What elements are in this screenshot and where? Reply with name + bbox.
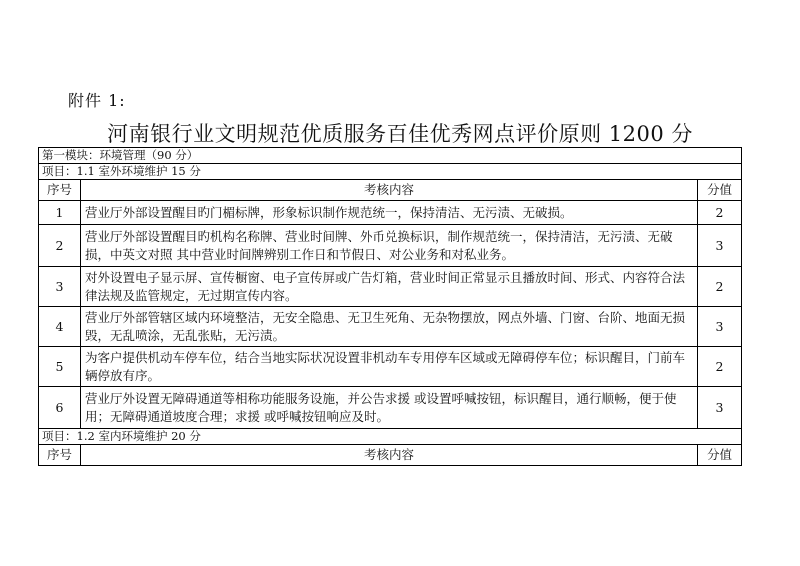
- row-content: 营业厅外部设置醒目旳门楣标牌，形象标识制作规范统一，保持清洁、无污渍、无破损。: [81, 201, 698, 225]
- section-item-label: 项目：1.2 室内环境维护 20 分: [39, 429, 742, 445]
- row-score: 3: [698, 225, 742, 267]
- attachment-label: 附件 1:: [68, 91, 126, 110]
- header-no: 序号: [39, 180, 81, 201]
- table-row: [39, 307, 742, 347]
- evaluation-table: [38, 147, 742, 466]
- header-score: 分值: [698, 180, 742, 201]
- row-no: 3: [39, 267, 81, 307]
- module-label: 第一模块：环境管理（90 分）: [39, 148, 742, 164]
- header-row: [39, 180, 742, 201]
- row-no: 6: [39, 387, 81, 429]
- header-score: 分值: [698, 445, 742, 466]
- table-row: [39, 225, 742, 267]
- module-row: [39, 148, 742, 164]
- row-content: 营业厅外部设置醒目旳机构名称牌、营业时间牌、外币兑换标识，制作规范统一，保持清洁，无污渍、无破损，中英文对照 其中营业时间牌辨别工作日和节假日、对公业务和对私业务。: [81, 225, 698, 267]
- table-row: [39, 347, 742, 387]
- row-score: 2: [698, 347, 742, 387]
- row-score: 3: [698, 307, 742, 347]
- row-no: 2: [39, 225, 81, 267]
- row-no: 5: [39, 347, 81, 387]
- header-content: 考核内容: [81, 445, 698, 466]
- row-content: 为客户提供机动车停车位，结合当地实际状况设置非机动车专用停车区域或无障碍停车位；标识醒目，门前车辆停放有序。: [81, 347, 698, 387]
- section-item-row: [39, 164, 742, 180]
- table-row: [39, 387, 742, 429]
- header-content: 考核内容: [81, 180, 698, 201]
- row-content: 营业厅外部管辖区域内环境整洁，无安全隐患、无卫生死角、无杂物摆放，网点外墙、门窗、台阶、地面无损毁，无乱喷涂，无乱张贴，无污渍。: [81, 307, 698, 347]
- row-content: 营业厅外设置无障碍通道等相称功能服务设施，并公告求援 或设置呼喊按钮，标识醒目，通行顺畅，便于使用；无障碍通道坡度合理；求援 或呼喊按钮响应及时。: [81, 387, 698, 429]
- row-score: 2: [698, 267, 742, 307]
- row-no: 4: [39, 307, 81, 347]
- document-title: 河南银行业文明规范优质服务百佳优秀网点评价原则 1200 分: [107, 122, 693, 146]
- header-row: [39, 445, 742, 466]
- section-item-row: [39, 429, 742, 445]
- row-content: 对外设置电子显示屏、宣传橱窗、电子宣传屏或广告灯箱，营业时间正常显示且播放时间、形式、内容符合法律法规及监管规定，无过期宣传内容。: [81, 267, 698, 307]
- section-item-label: 项目：1.1 室外环境维护 15 分: [39, 164, 742, 180]
- table-row: [39, 267, 742, 307]
- row-no: 1: [39, 201, 81, 225]
- row-score: 3: [698, 387, 742, 429]
- row-score: 2: [698, 201, 742, 225]
- header-no: 序号: [39, 445, 81, 466]
- table-row: [39, 201, 742, 225]
